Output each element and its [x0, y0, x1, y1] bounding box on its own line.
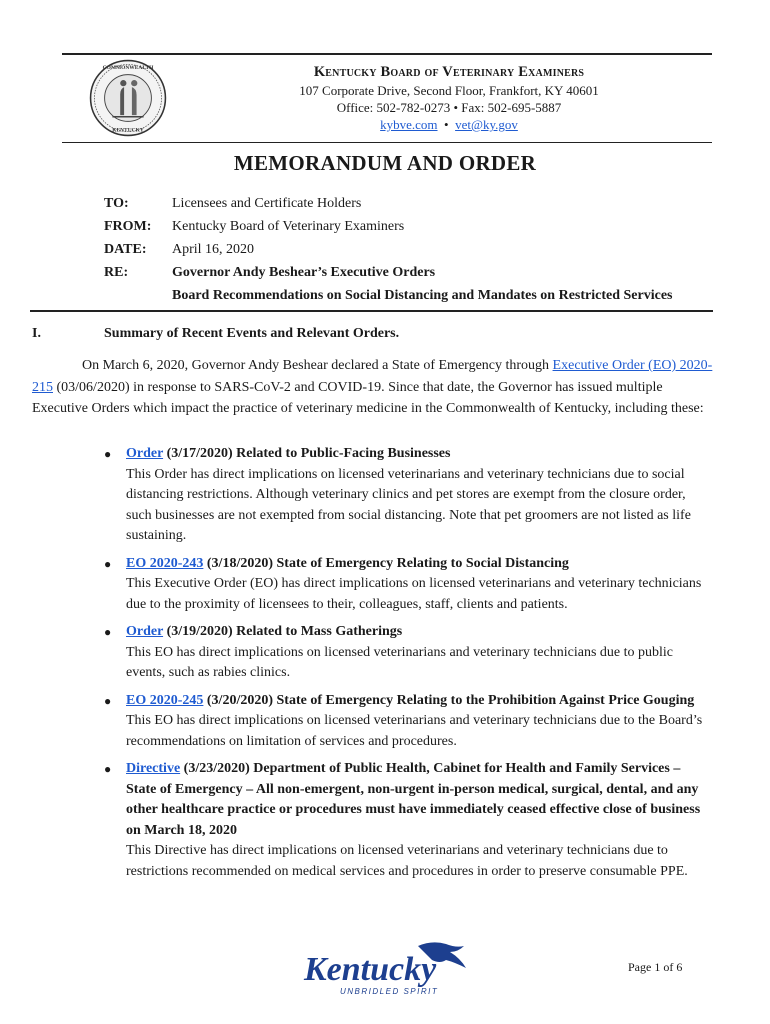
bullet-icon: ● — [104, 762, 112, 776]
bullet-icon: ● — [104, 556, 112, 571]
section-title: Summary of Recent Events and Relevant Orders. — [104, 326, 400, 341]
kentucky-seal-icon — [89, 59, 167, 137]
memo-date-label: DATE: — [104, 242, 147, 257]
memo-from-row — [104, 215, 673, 238]
order-body: This EO has direct implications on licensed veterinarians and veterinary technicians due to public events, such as rabies clinics. — [126, 644, 673, 680]
order-link[interactable]: Order — [126, 624, 164, 639]
memo-from-label: FROM: — [104, 219, 152, 234]
memo-bottom-rule — [30, 310, 713, 312]
list-item — [104, 444, 714, 547]
memo-re-line1: Governor Andy Beshear’s Executive Orders — [172, 265, 436, 280]
org-contact-links: kybve.com • vet@ky.gov — [380, 117, 518, 132]
kentucky-logo-icon — [300, 938, 470, 1000]
list-item — [104, 622, 714, 684]
bullet-icon: ● — [104, 625, 112, 639]
order-heading: (3/18/2020) State of Emergency Relating to Social Distancing — [203, 555, 569, 571]
page-number: Page 1 of 6 — [628, 960, 683, 974]
memo-date-value: April 16, 2020 — [172, 242, 255, 257]
executive-order-link[interactable]: Executive Order (EO) 2020-215 — [32, 358, 713, 395]
memo-to-label: TO: — [104, 196, 129, 211]
header-top-rule — [62, 53, 712, 55]
order-body: This Executive Order (EO) has direct implications on licensed veterinarians and veterinary technicians due to the proximity of licensees to their, colleagues, staff, clients and patients. — [126, 576, 702, 612]
website-link[interactable]: kybve.com — [380, 117, 438, 132]
list-item — [104, 554, 714, 616]
bullet-icon: ● — [104, 693, 112, 708]
memo-date-row — [104, 238, 673, 261]
section-heading — [32, 326, 399, 342]
svg-text:KENTUCKY: KENTUCKY — [112, 127, 144, 134]
order-link[interactable]: Directive — [126, 761, 181, 776]
list-item — [104, 691, 714, 753]
svg-text:Kentucky: Kentucky — [304, 951, 437, 988]
order-link[interactable]: EO 2020-243 — [126, 555, 204, 571]
memo-block — [104, 192, 673, 307]
order-heading: (3/20/2020) State of Emergency Relating to the Prohibition Against Price Gouging — [203, 692, 695, 708]
svg-text:UNBRIDLED SPIRIT: UNBRIDLED SPIRIT — [340, 987, 439, 996]
order-link[interactable]: EO 2020-245 — [126, 692, 204, 708]
order-link[interactable]: Order — [126, 446, 164, 461]
bullet-icon: ● — [104, 447, 112, 461]
memo-re-row-2 — [104, 284, 673, 307]
memo-re-subject — [172, 261, 435, 284]
memo-to-value: Licensees and Certificate Holders — [172, 196, 362, 211]
list-item — [104, 759, 714, 882]
intro-text-after: (03/06/2020) in response to SARS-CoV-2 and COVID-19. Since that date, the Governor has issued multiple Executive Orders which impact the practice of veterinary medicine in the Commonwealth of Kentucky, including these: — [32, 379, 704, 416]
intro-paragraph — [32, 355, 716, 420]
order-body: This Directive has direct implications on licensed veterinarians and veterinary technicians due to restrictions recommended on medical services and procedures in order to preserve consumable PPE. — [126, 843, 688, 879]
intro-text-before: On March 6, 2020, Governor Andy Beshear declared a State of Emergency through — [82, 358, 553, 373]
memo-from-value: Kentucky Board of Veterinary Examiners — [172, 219, 405, 234]
orders-list — [104, 444, 714, 889]
org-name: Kentucky Board of Veterinary Examiners — [313, 64, 585, 80]
memo-re-line2: Board Recommendations on Social Distancing and Mandates on Restricted Services — [172, 288, 673, 303]
order-heading: (3/23/2020) Department of Public Health, Cabinet for Health and Family Services – State of Emergency – All non-emergent, non-urgent in-person medical, surgical, dental, and any other healthcare practice or procedures must have immediately ceased effective close of business on March 18, 2020 — [126, 761, 701, 838]
order-heading: (3/19/2020) Related to Mass Gatherings — [163, 624, 403, 639]
svg-text:COMMONWEALTH: COMMONWEALTH — [102, 65, 154, 72]
order-body: This Order has direct implications on licensed veterinarians and veterinary technicians due to social distancing restrictions. Although veterinary clinics and pet stores are exempt from the closure order, such businesses are not exempted from social distancing. Note that pet groomers are not listed as life sustaining. — [126, 466, 691, 543]
org-address: 107 Corporate Drive, Second Floor, Frankfort, KY 40601 — [299, 83, 599, 98]
letterhead — [186, 62, 712, 134]
header-bottom-rule — [62, 142, 712, 143]
section-number: I. — [32, 326, 41, 341]
order-heading: (3/17/2020) Related to Public-Facing Businesses — [163, 446, 451, 461]
order-body: This EO has direct implications on licensed veterinarians and veterinary technicians due to the Board’s recommendations on limitation of services and procedures. — [126, 713, 703, 749]
memo-to-row — [104, 192, 673, 215]
org-phone-fax: Office: 502-782-0273 • Fax: 502-695-5887 — [336, 100, 562, 115]
memo-re-row — [104, 261, 673, 284]
memo-re-label: RE: — [104, 265, 129, 280]
document-title: MEMORANDUM AND ORDER — [233, 151, 537, 175]
email-link[interactable]: vet@ky.gov — [455, 117, 518, 132]
